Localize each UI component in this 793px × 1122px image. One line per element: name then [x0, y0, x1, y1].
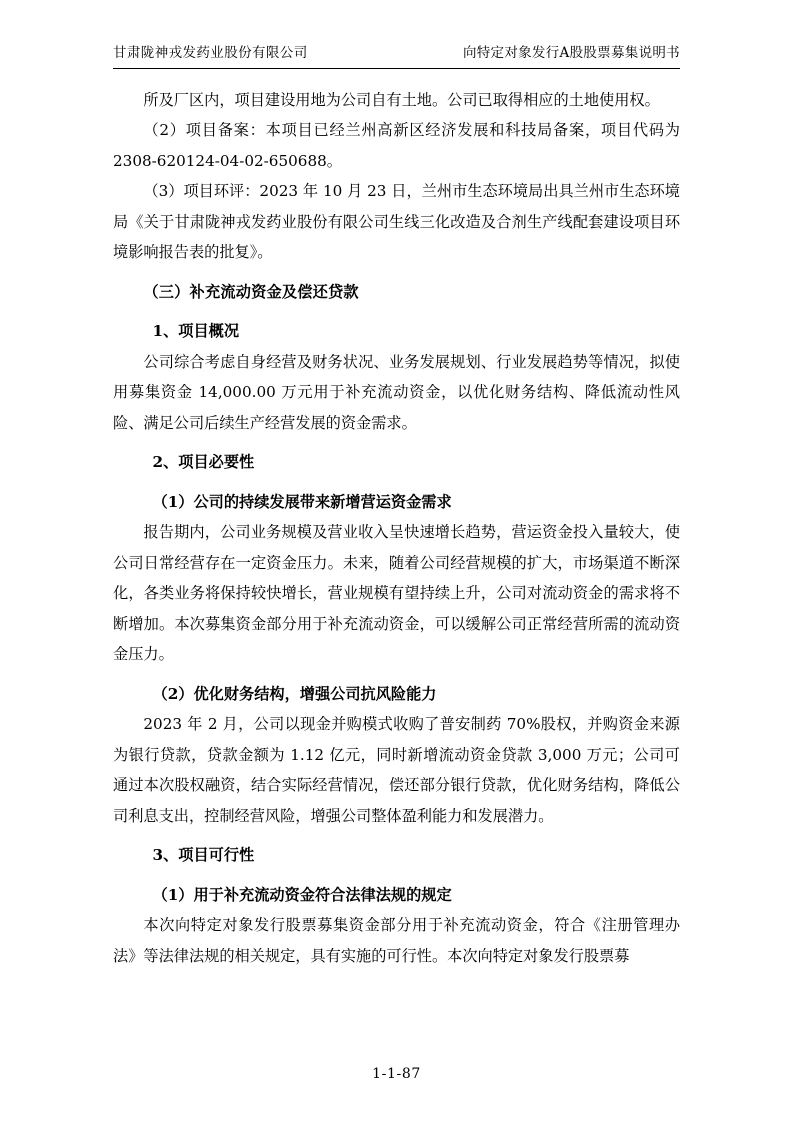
paragraph-legal-compliance: 本次向特定对象发行股票募集资金部分用于补充流动资金，符合《注册管理办法》等法律法规的相关规定，具有实施的可行性。本次向特定对象发行股票募 — [113, 916, 680, 965]
paragraph-environmental-assessment: （3）项目环评：2023 年 10 月 23 日，兰州市生态环境局出具兰州市生态环境局《关于甘肃陇神戎发药业股份有限公司生线三化改造及合剂生产线配套建设项目环境影响报告表的批复》。 — [113, 182, 680, 262]
header-company-name: 甘肃陇神戎发药业股份有限公司 — [113, 45, 308, 61]
heading-working-capital-demand: （1）公司的持续发展带来新增营运资金需求 — [152, 492, 452, 511]
paragraph-land-use: 所及厂区内，项目建设用地为公司自有土地。公司已取得相应的土地使用权。 — [143, 90, 660, 109]
page-footer — [113, 1066, 680, 1082]
page-header — [113, 44, 680, 69]
heading-section-three: （三）补充流动资金及偿还贷款 — [143, 282, 359, 301]
page-content-area — [113, 44, 680, 1082]
heading-project-overview: 1、项目概况 — [152, 322, 240, 341]
heading-project-necessity: 2、项目必要性 — [152, 453, 255, 472]
heading-financial-structure: （2）优化财务结构，增强公司抗风险能力 — [152, 684, 437, 703]
header-document-title: 向特定对象发行A股股票募集说明书 — [462, 45, 680, 61]
heading-project-feasibility: 3、项目可行性 — [152, 846, 255, 865]
heading-legal-compliance: （1）用于补充流动资金符合法律法规的规定 — [152, 885, 452, 904]
paragraph-financial-structure: 2023 年 2 月，公司以现金并购模式收购了普安制药 70%股权，并购资金来源为银行贷款，贷款金额为 1.12 亿元，同时新增流动资金贷款 3,000 万元；公司可通过本次股权融资，结合实际经营情况，偿还部分银行贷款，优化财务结构，降低公司利息支出，控制经营风险，增强公司整体盈利能力和发展潜力。 — [113, 715, 680, 825]
page-number: 1-1-87 — [372, 1066, 421, 1082]
document-body — [113, 69, 680, 972]
paragraph-project-overview: 公司综合考虑自身经营及财务状况、业务发展规划、行业发展趋势等情况，拟使用募集资金 14,000.00 万元用于补充流动资金，以优化财务结构、降低流动性风险、满足公司后续生产经营发展的资金需求。 — [113, 352, 680, 432]
paragraph-project-filing: （2）项目备案：本项目已经兰州高新区经济发展和科技局备案，项目代码为 2308-620124-04-02-650688。 — [113, 121, 680, 170]
paragraph-working-capital-demand: 报告期内，公司业务规模及营业收入呈快速增长趋势，营运资金投入量较大，使公司日常经营存在一定资金压力。未来，随着公司经营规模的扩大，市场渠道不断深化，各类业务将保持较快增长，营业规模有望持续上升，公司对流动资金的需求将不断增加。本次募集资金部分用于补充流动资金，可以缓解公司正常经营所需的流动资金压力。 — [113, 523, 680, 664]
